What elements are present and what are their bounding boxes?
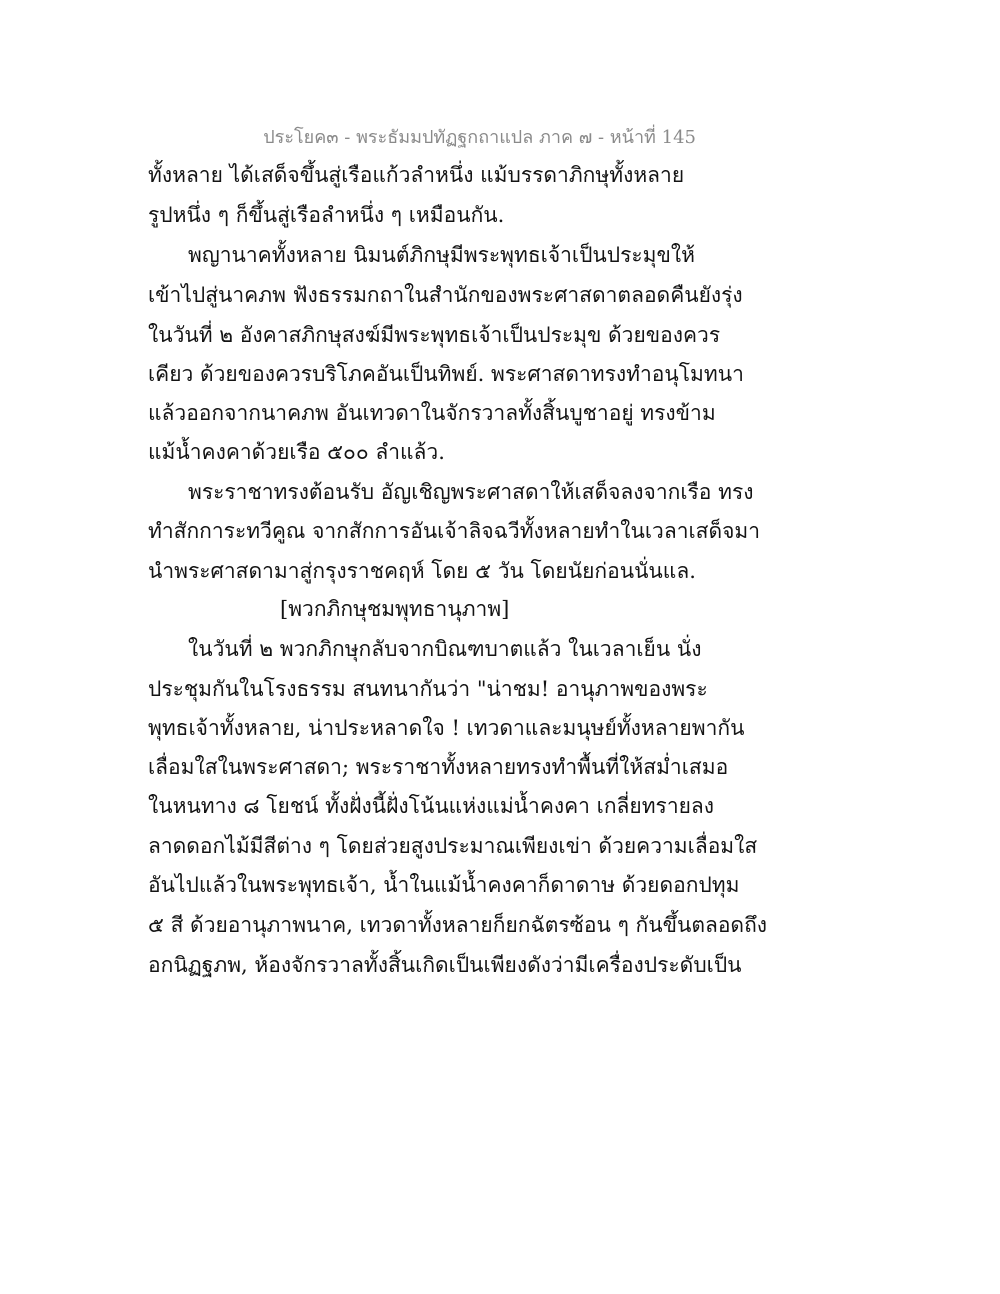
text-line: เคียว ด้วยของควรบริโภคอันเป็นทิพย์. พระศาสดาทรงทำอนุโมทนา: [148, 362, 744, 386]
text-line: แล้วออกจากนาคภพ อันเทวดาในจักรวาลทั้งสิ้นบูชาอยู่ ทรงข้าม: [148, 401, 716, 425]
paragraph-start-line: พญานาคทั้งหลาย นิมนต์ภิกษุมีพระพุทธเจ้าเป็นประมุขให้: [188, 243, 695, 267]
text-line: อกนิฏฐภพ, ห้องจักรวาลทั้งสิ้นเกิดเป็นเพียงดังว่ามีเครื่องประดับเป็น: [148, 953, 742, 977]
text-line: ทั้งหลาย ได้เสด็จขึ้นสู่เรือแก้วลำหนึ่ง แม้บรรดาภิกษุทั้งหลาย: [148, 163, 685, 187]
text-line: เลื่อมใสในพระศาสดา; พระราชาทั้งหลายทรงทำพื้นที่ให้สม่ำเสมอ: [148, 755, 729, 779]
text-line: ประชุมกันในโรงธรรม สนทนากันว่า "น่าชม! อานุภาพของพระ: [148, 677, 708, 701]
text-line: พุทธเจ้าทั้งหลาย, น่าประหลาดใจ ! เทวดาและมนุษย์ทั้งหลายพากัน: [148, 716, 745, 740]
text-line: แม้น้ำคงคาด้วยเรือ ๕๐๐ ลำแล้ว.: [148, 440, 445, 464]
text-line: ในวันที่ ๒ อังคาสภิกษุสงฆ์มีพระพุทธเจ้าเป็นประมุข ด้วยของควร: [148, 323, 721, 347]
text-line: ลาดดอกไม้มีสีต่าง ๆ โดยส่วยสูงประมาณเพียงเข่า ด้วยความเลื่อมใส: [148, 834, 758, 858]
text-line: รูปหนึ่ง ๆ ก็ขึ้นสู่เรือลำหนึ่ง ๆ เหมือนกัน.: [148, 203, 505, 227]
text-line: ๕ สี ด้วยอานุภาพนาค, เทวดาทั้งหลายก็ยกฉัตรซ้อน ๆ กันขึ้นตลอดถึง: [148, 913, 768, 937]
text-line: นำพระศาสดามาสู่กรุงราชคฤห์ โดย ๕ วัน โดยนัยก่อนนั่นแล.: [148, 559, 696, 583]
text-line: ทำสักการะทวีคูณ จากสักการอันเจ้าลิจฉวีทั้งหลายทำในเวลาเสด็จมา: [148, 519, 761, 543]
paragraph-start-line: พระราชาทรงต้อนรับ อัญเชิญพระศาสดาให้เสด็จลงจากเรือ ทรง: [188, 480, 754, 504]
page-header: ประโยค๓ - พระธัมมปทัฏฐกถาแปล ภาค ๗ - หน้าที่ 145: [263, 127, 696, 148]
text-line: เข้าไปสู่นาคภพ ฟังธรรมกถาในสำนักของพระศาสดาตลอดคืนยังรุ่ง: [148, 283, 743, 307]
paragraph-start-line: ในวันที่ ๒ พวกภิกษุกลับจากบิณฑบาตแล้ว ในเวลาเย็น นั่ง: [188, 637, 702, 661]
section-heading: [พวกภิกษุชมพุทธานุภาพ]: [280, 597, 510, 621]
text-line: ในหนทาง ๘ โยชน์ ทั้งฝั่งนี้ฝั่งโน้นแห่งแม่น้ำคงคา เกลี่ยทรายลง: [148, 794, 715, 818]
text-line: อันไปแล้วในพระพุทธเจ้า, น้ำในแม้น้ำคงคาก็ดาดาษ ด้วยดอกปทุม: [148, 873, 740, 897]
